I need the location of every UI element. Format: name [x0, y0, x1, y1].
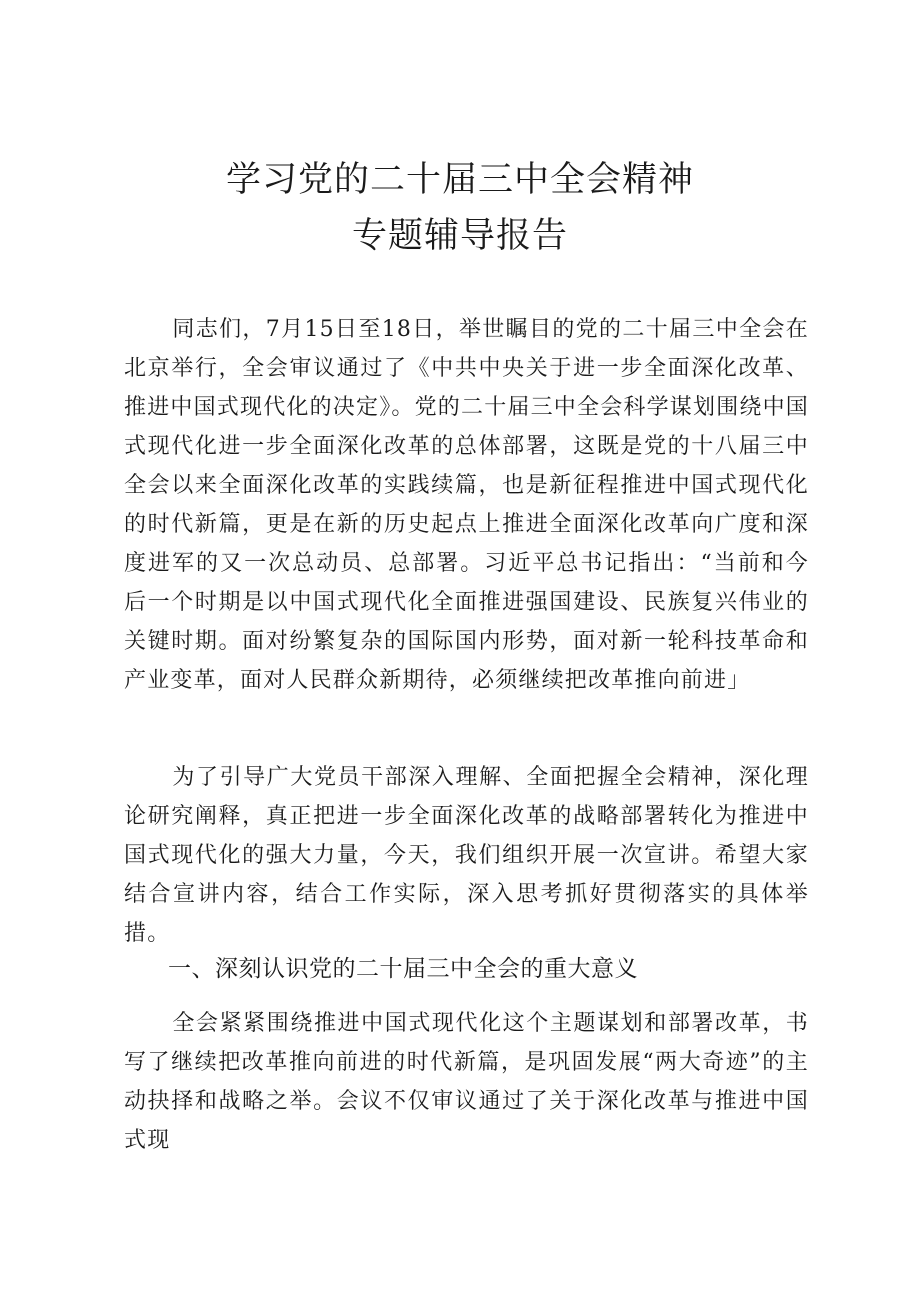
title-line-1: 学习党的二十届三中全会精神	[225, 160, 694, 200]
paragraph-purpose: 为了引导广大党员干部深入理解、全面把握全会精神，深化理论研究阐释，真正把进一步全面深化改革的战略部署转化为推进中国式现代化的强大力量，今天，我们组织开展一次宣讲。希望大家结合宣讲内容，结合工作实际，深入思考抓好贯彻落实的具体举措。	[124, 765, 809, 946]
paragraph-section-1: 全会紧紧围绕推进中国式现代化这个主题谋划和部署改革，书写了继续把改革推向前进的时代新篇，是巩固发展“两大奇迹”的主动抉择和战略之举。会议不仅审议通过了关于深化改革与推进中国式现	[124, 1011, 809, 1153]
title-line-2: 专题辅导报告	[351, 216, 568, 256]
paragraph-intro: 同志们，7月15日至18日，举世瞩目的党的二十届三中全会在北京举行，全会审议通过了《中共中央关于进一步全面深化改革、推进中国式现代化的决定》。党的二十届三中全会科学谋划围绕中国式现代化进一步全面深化改革的总体部署，这既是党的十八届三中全会以来全面深化改革的实践续篇，也是新征程推进中国式现代化的时代新篇，更是在新的历史起点上推进全面深化改革向广度和深度进军的又一次总动员、总部署。习近平总书记指出：“当前和今后一个时期是以中国式现代化全面推进强国建设、民族复兴伟业的关键时期。面对纷繁复杂的国际国内形势，面对新一轮科技革命和产业变革，面对人民群众新期待，必须继续把改革推向前进」	[124, 317, 810, 693]
document-title	[0, 152, 920, 264]
section-heading-1: 一、深刻认识党的二十届三中全会的重大意义	[168, 956, 638, 982]
